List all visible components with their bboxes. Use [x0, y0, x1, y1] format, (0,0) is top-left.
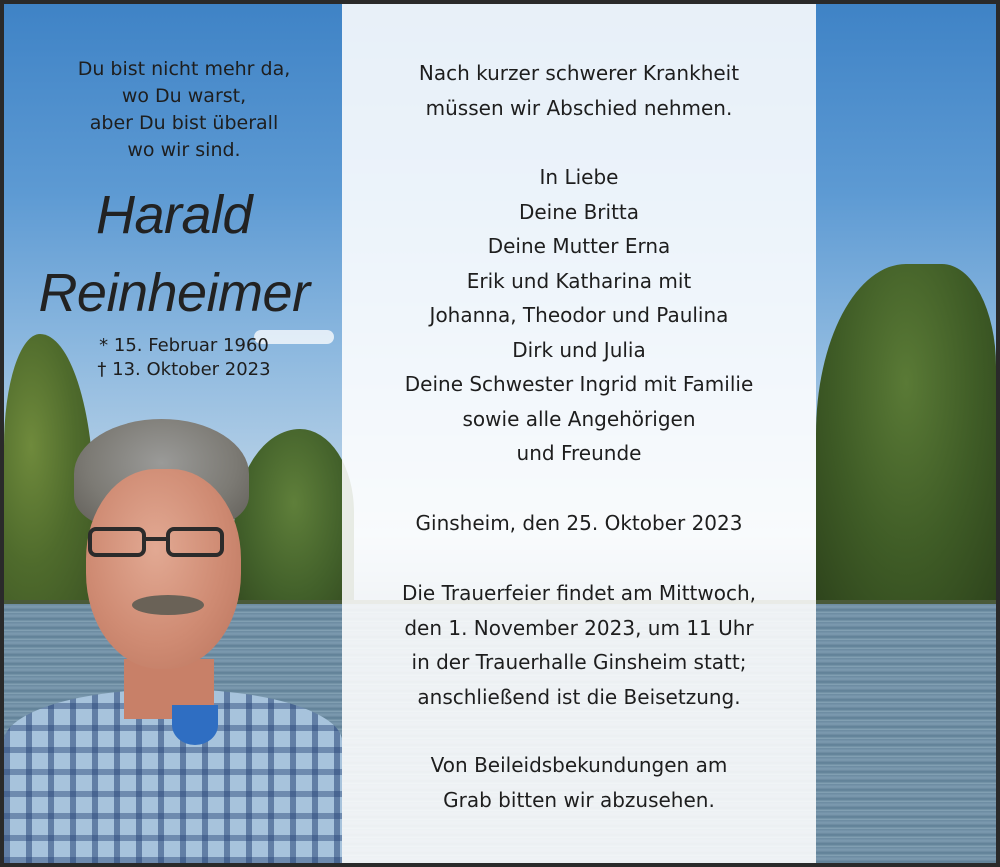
- place-date: [342, 506, 816, 541]
- ceremony-line: den 1. November 2023, um 11 Uhr: [404, 615, 754, 640]
- mustache: [132, 595, 204, 615]
- closing-line: Von Beileidsbekundungen am: [430, 753, 728, 777]
- mourner-line: und Freunde: [516, 441, 642, 465]
- closing-note: [342, 748, 816, 817]
- intro-line: Nach kurzer schwerer Krankheit: [418, 61, 740, 85]
- ceremony-line: anschließend ist die Beisetzung.: [417, 684, 741, 709]
- ceremony-info: [342, 576, 816, 714]
- deceased-last-name: Reinheimer: [38, 263, 310, 323]
- mourner-line: Deine Britta: [518, 199, 640, 224]
- obituary-notice: [4, 4, 996, 863]
- mourners-list: [342, 160, 816, 471]
- intro-line: müssen wir Abschied nehmen.: [425, 95, 733, 120]
- mourner-line: Dirk und Julia: [512, 337, 646, 362]
- mourner-line: Johanna, Theodor und Paulina: [429, 303, 729, 327]
- mourner-line: sowie alle Angehörigen: [462, 406, 696, 431]
- intro-text: [342, 56, 816, 125]
- mourner-line: Deine Mutter Erna: [487, 234, 671, 258]
- quote-line: aber Du bist überall: [89, 112, 279, 134]
- place-date-line: Ginsheim, den 25. Oktober 2023: [415, 511, 743, 535]
- blue-tshirt: [172, 705, 218, 745]
- mourner-line: Deine Schwester Ingrid mit Familie: [404, 372, 754, 396]
- memorial-quote: [34, 56, 334, 164]
- ceremony-line: Die Trauerfeier findet am Mittwoch,: [401, 581, 757, 605]
- glasses-icon: [88, 527, 228, 561]
- life-dates: [74, 334, 294, 382]
- portrait-photo: [4, 419, 342, 863]
- mourner-line: Erik und Katharina mit: [466, 268, 692, 293]
- mourner-line: In Liebe: [539, 165, 619, 189]
- deceased-first-name: Harald: [95, 185, 253, 245]
- quote-line: wo Du warst,: [121, 85, 247, 107]
- birth-date: * 15. Februar 1960: [99, 335, 269, 356]
- quote-line: wo wir sind.: [127, 139, 241, 161]
- ceremony-line: in der Trauerhalle Ginsheim statt;: [411, 650, 747, 674]
- quote-line: Du bist nicht mehr da,: [77, 58, 291, 80]
- closing-line: Grab bitten wir abzusehen.: [443, 787, 715, 812]
- death-date: † 13. Oktober 2023: [97, 359, 271, 380]
- face: [86, 469, 241, 669]
- trees-right: [816, 264, 996, 604]
